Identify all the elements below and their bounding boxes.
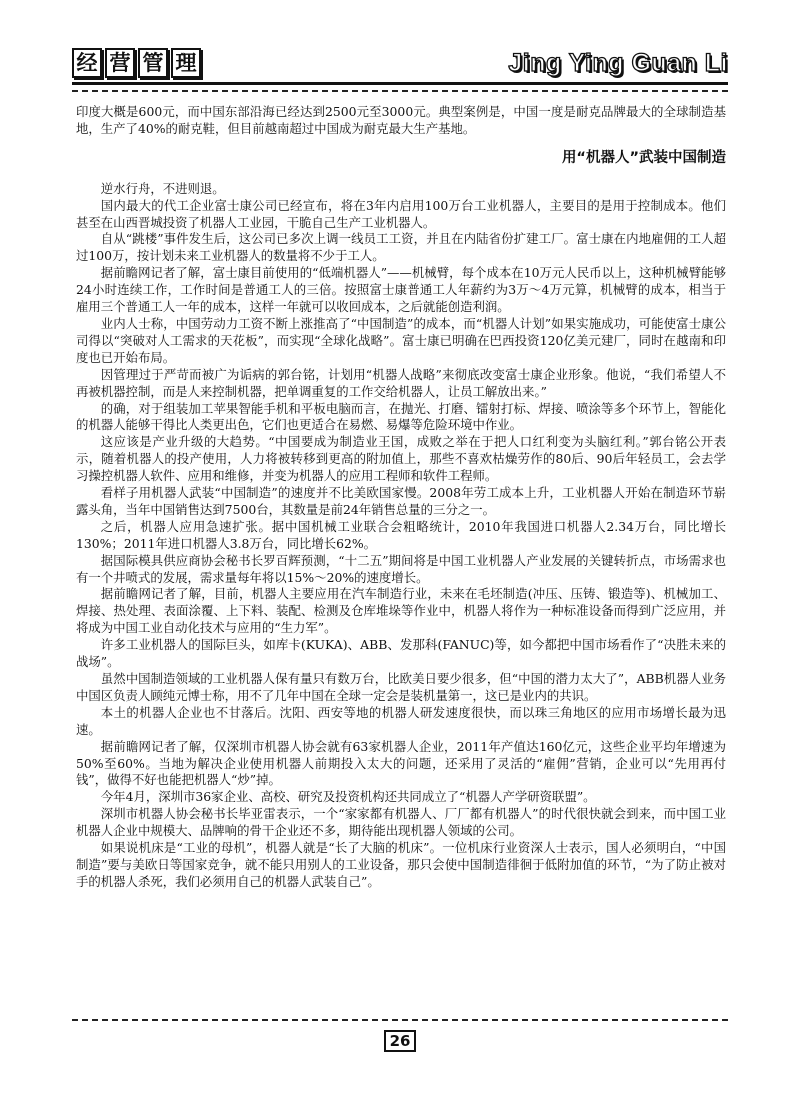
header-char: 经	[72, 48, 102, 78]
paragraph: 看样子用机器人武装“中国制造”的速度并不比美欧国家慢。2008年劳工成本上升，工业机器人开始在制造环节崭露头角，当年中国销售达到7500台，其数量是前24年销售总量的三分之一。	[76, 485, 726, 517]
top-dashed-divider	[72, 90, 728, 92]
article-body	[76, 104, 726, 891]
paragraph: 据前瞻网记者了解，仅深圳市机器人协会就有63家机器人企业，2011年产值达160亿元，这些企业平均年增速为50%至60%。当地为解决企业使用机器人前期投入太大的问题，还采用了灵活的“雇佣”营销，企业可以“先用再付钱”，做得不好也能把机器人“炒”掉。	[76, 738, 726, 788]
page-header	[72, 44, 728, 84]
paragraph: 国内最大的代工企业富士康公司已经宣布，将在3年内启用100万台工业机器人，主要目的是用于控制成本。他们甚至在山西晋城投资了机器人工业园，干脆自己生产工业机器人。	[76, 197, 726, 230]
paragraph: 许多工业机器人的国际巨头，如库卡(KUKA)、ABB、发那科(FANUC)等，如今都把中国市场看作了“决胜未来的战场”。	[76, 637, 726, 670]
header-rule	[72, 82, 728, 85]
paragraph: 虽然中国制造领域的工业机器人保有量只有数万台，比欧美日要少很多，但“中国的潜力太大了”，ABB机器人业务中国区负责人顾纯元博士称，用不了几年中国在全球一定会是装机量第一，这已是业内的共识。	[76, 671, 726, 703]
paragraph: 的确，对于组装加工苹果智能手机和平板电脑而言，在抛光、打磨、镭射打标、焊接、喷涂等多个环节上，智能化的机器人能够干得比人类更出色，它们也更适合在易燃、易爆等危险环境中作业。	[76, 400, 726, 433]
paragraph: 因管理过于严苛而被广为诟病的郭台铭，计划用“机器人战略”来彻底改变富士康企业形象。他说，“我们希望人不再被机器控制，而是人来控制机器，把单调重复的工作交给机器人，让员工解放出来。”	[76, 366, 726, 399]
column-name-pinyin: Jing Ying Guan Li	[508, 49, 728, 77]
header-char: 理	[171, 48, 201, 78]
intro-paragraph: 印度大概是600元，而中国东部沿海已经达到2500元至3000元。典型案例是，中国一度是耐克品牌最大的全球制造基地，生产了40%的耐克鞋，但目前越南超过中国成为耐克最大生产基地。	[76, 104, 726, 136]
paragraph: 业内人士称，中国劳动力工资不断上涨推高了“中国制造”的成本，而“机器人计划”如果实施成功，可能使富士康公司得以“突破对人工需求的天花板”，而实现“全球化战略”。富士康已明确在巴西投资120亿美元建厂，同时在越南和印度也已开始布局。	[76, 315, 726, 365]
paragraph: 如果说机床是“工业的母机”，机器人就是“长了大脑的机床”。一位机床行业资深人士表示，国人必须明白，“中国制造”要与美欧日等国家竞争，就不能只用别人的工业设备，那只会使中国制造徘徊于低附加值的环节，“为了防止被对手的机器人杀死，我们必须用自己的机器人武装自己”。	[76, 840, 726, 889]
paragraph: 据前瞻网记者了解，富士康目前使用的“低端机器人”——机械臂，每个成本在10万元人民币以上，这种机械臂能够24小时连续工作，工作时间是普通工人的三倍。按照富士康普通工人年薪约为3万～4万元算，机械臂的成本，相当于雇用三个普通工人一年的成本，这样一年就可以收回成本，之后就能创造利润。	[76, 265, 726, 315]
bottom-dashed-divider	[72, 1019, 728, 1021]
header-char: 管	[138, 48, 168, 78]
page-number: 26	[384, 1030, 416, 1052]
paragraph: 今年4月，深圳市36家企业、高校、研究及投资机构还共同成立了“机器人产学研资联盟”。	[100, 789, 596, 805]
header-char: 营	[105, 48, 135, 78]
paragraph: 深圳市机器人协会秘书长毕亚雷表示，一个“家家都有机器人、厂厂都有机器人”的时代很快就会到来，而中国工业机器人企业中规模大、品牌响的骨干企业还不多，期待能出现机器人领域的公司。	[76, 806, 726, 839]
column-name-chinese	[72, 48, 201, 78]
paragraph: 自从“跳楼”事件发生后，这公司已多次上调一线员工工资，并且在内陆省份扩建工厂。富士康在内地雇佣的工人超过100万，按计划未来工业机器人的数量将不少于工人。	[76, 231, 726, 264]
paragraph: 逆水行舟，不进则退。	[100, 180, 225, 196]
section-title: 用“机器人”武装中国制造	[561, 149, 726, 166]
paragraph: 之后，机器人应用急速扩张。据中国机械工业联合会粗略统计，2010年我国进口机器人2.34万台，同比增长130%；2011年进口机器人3.8万台，同比增长62%。	[76, 518, 726, 551]
paragraph: 本土的机器人企业也不甘落后。沈阳、西安等地的机器人研发速度很快，而以珠三角地区的应用市场增长最为迅速。	[76, 704, 726, 737]
paragraph: 据国际模具供应商协会秘书长罗百辉预测，“十二五”期间将是中国工业机器人产业发展的关键转折点，市场需求也有一个井喷式的发展，需求量每年将以15%～20%的速度增长。	[76, 552, 726, 585]
paragraph: 这应该是产业升级的大趋势。“中国要成为制造业王国，成败之举在于把人口红利变为头脑红利。”郭台铭公开表示，随着机器人的投产使用，人力将被转移到更高的附加值上，那些不喜欢枯燥劳作的80后、90后年轻员工，会去学习操控机器人软件、应用和维修，并变为机器人的应用工程师和软件工程师。	[76, 434, 726, 484]
paragraph: 据前瞻网记者了解，目前，机器人主要应用在汽车制造行业，未来在毛坯制造(冲压、压铸、锻造等)、机械加工、焊接、热处理、表面涂覆、上下料、装配、检测及仓库堆垛等作业中，机器人将作为一种标准设备而得到广泛应用，并将成为中国工业自动化技术与应用的“生力军”。	[76, 586, 726, 636]
